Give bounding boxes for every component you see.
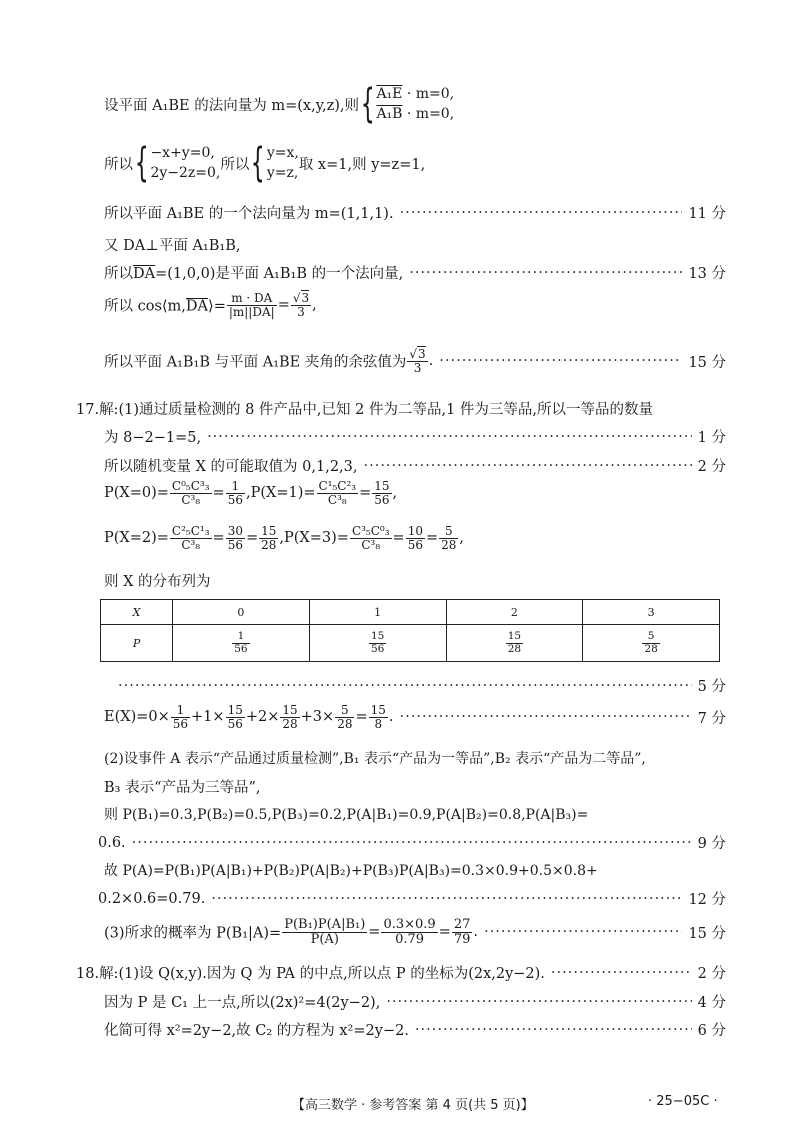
fraction: $\frac{5}{28}$ [441,524,457,552]
expectation-line: E(X)=0× $\frac{1}{56}$ +1× $\frac{15}{56}$ +2× $\frac{15}{28}$ +3× $\frac{5}{28}$ = $\frac{15}{8}$ . ····· 7 分 [104,704,726,730]
table-cell: $\frac{15}{28}$ [446,625,583,662]
page-footer: 【高三数学 · 参考答案 第 4 页(共 5 页)】 [292,1098,534,1113]
probability-line-1: P(X=0)= $\frac{\text{C⁰₅C³₃}}{\text{C³₈}}$ = $\frac{1}{56}$ ,P(X=1)= $\frac{\text{C¹₅C²₃}}{\text{C³₈}}$ = $\frac{15}{56}$ , [104,479,398,507]
score: 5 分 [697,679,726,695]
part2-line-2: B₃ 表示“产品为三等品”, [104,780,261,796]
table-cell: 1 [309,600,446,625]
score: 6 分 [697,1023,726,1039]
fraction: $\frac{15}{56}$ [374,479,390,507]
question-17-intro: 17.解:(1)通过质量检测的 8 件产品中,已知 2 件为二等品,1 件为三等品,所以一等品的数量 [76,402,654,418]
fraction: $\frac{27}{79}$ [453,917,471,947]
answer-line: 所以随机变量 X 的可能取值为 0,1,2,3, ····· 2 分 [104,455,726,476]
score: 2 分 [697,966,726,982]
distribution-table [100,599,720,662]
fraction: $\frac{15}{28}$ [261,524,277,552]
score: 7 分 [697,710,726,727]
cosine-result: 所以平面 A₁B₁B 与平面 A₁BE 夹角的余弦值为 $\frac{√3}{3}$ . ····· 15 分 [104,348,726,374]
da-normal-vector: 所以$\overline{DA}=(1,0,0)$是平面 A₁B₁B 的一个法向量, ····· 13 分 [104,262,726,283]
score: 12 分 [688,892,726,908]
equation-system: A₁E · m=0, A₁B · m=0, [376,86,455,123]
table-score-line [118,675,726,696]
total-probability-line: 故 P(A)=P(B₁)P(A|B₁)+P(B₂)P(A|B₂)+P(B₃)P(A|B₃)=0.3×0.9+0.5×0.8+ [104,863,598,879]
left-brace: { [360,81,375,128]
perpendicular-statement: 又 DA⊥平面 A₁B₁B, [104,238,241,254]
fraction: $\frac{1}{56}$ [172,703,189,731]
fraction: $\frac{10}{56}$ [407,524,423,552]
normal-vector-result: 所以平面 A₁BE 的一个法向量为 m=(1,1,1). ····· 11 分 [104,202,726,223]
normal-vector-setup [104,81,455,128]
table-cell: 0 [173,600,310,625]
table-cell: 3 [583,600,720,625]
fraction: $\frac{√3}{3}$ [409,347,426,375]
fraction: $\frac{15}{56}$ [227,703,243,731]
fraction: $\frac{\text{C⁰₅C³₃}}{\text{C³₈}}$ [171,479,210,507]
question-18-line-3: 化简可得 x²=2y−2,故 C₂ 的方程为 x²=2y−2. ····· 6 分 [104,1019,726,1040]
score: 1 分 [697,430,726,446]
score: 4 分 [697,995,726,1011]
score: 15 分 [688,354,726,371]
fraction: $\frac{15}{8}$ [370,703,386,731]
table-cell: $\frac{15}{56}$ [309,625,446,662]
table-header-row [101,600,720,625]
fraction: $\frac{\text{C¹₅C²₃}}{\text{C³₈}}$ [318,479,357,507]
bayes-line: (3)所求的概率为 P(B₁|A)= $\frac{\text{P(B₁)P(A|B₁)}}{P(A)}$ = $\frac{0.3\times 0.9}{0.79}$ = $\frac{27}{79}$ . ····· 15 分 [104,918,726,946]
question-number: 18. [76,966,100,982]
fraction: $\frac{30}{56}$ [227,524,243,552]
fraction: $\frac{m \cdot DA}{|m||DA|}$ [228,291,275,319]
setup-text: 设平面 A₁BE 的法向量为 m=(x,y,z),则 [104,97,359,114]
probability-line-2: P(X=2)= $\frac{\text{C²₅C¹₃}}{\text{C³₈}}$ = $\frac{30}{56}$ = $\frac{15}{28}$ ,P(X=3)= $\frac{\text{C³₅C⁰₃}}{\text{C³₈}}$ = $\frac{10}{56}$ = $\frac{5}{28}$ , [104,524,465,552]
fraction: $\frac{\text{C³₅C⁰₃}}{\text{C³₈}}$ [351,524,390,552]
score: 13 分 [688,266,726,282]
total-probability-result: 0.2×0.6=0.79. ····· 12 分 [98,888,726,909]
question-18-line-2: 因为 P 是 C₁ 上一点,所以(2x)²=4(2y−2), ····· 4 分 [104,991,726,1012]
fraction: $\frac{√3}{3}$ [292,291,310,319]
score: 9 分 [697,836,726,852]
table-cell: X [101,600,173,625]
fraction: $\frac{\text{P(B₁)P(A|B₁)}}{P(A)}$ [284,917,366,947]
score: 11 分 [688,206,726,222]
question-18-line-1: 18.解:(1)设 Q(x,y).因为 Q 为 PA 的中点,所以点 P 的坐标为(2x,2y−2). ····· 2 分 [76,962,726,983]
left-brace: { [134,140,149,187]
system-solution: 所以{ −x+y=0, 2y−2z=0, 所以{ y=x, y=z, 取 x=1,则 y=z=1, [104,140,426,187]
table-cell: P [101,625,173,662]
table-cell: $\frac{1}{56}$ [173,625,310,662]
table-row [101,625,720,662]
part2-line-3: 则 P(B₁)=0.3,P(B₂)=0.5,P(B₃)=0.2,P(A|B₁)=0.9,P(A|B₂)=0.8,P(A|B₃)= [104,807,589,823]
part2-line-4: 0.6. ····· 9 分 [98,832,726,853]
fraction: $\frac{\text{C²₅C¹₃}}{\text{C³₈}}$ [171,524,210,552]
left-brace: { [251,140,266,187]
score: 2 分 [697,459,726,475]
distribution-title: 则 X 的分布列为 [104,574,211,590]
fraction: $\frac{0.3\times 0.9}{0.79}$ [383,917,436,947]
score: 15 分 [688,925,726,942]
cosine-formula: 所以 $\cos⟨m,\overline{DA}⟩=$ $\frac{m \cdot DA}{|m||DA|}$ = $\frac{√3}{3}$ , [104,291,317,319]
question-number: 17. [76,402,100,418]
document-code: · 25−05C · [648,1094,718,1109]
table-cell: $\frac{5}{28}$ [583,625,720,662]
answer-line: 为 8−2−1=5, ····· 1 分 [104,426,726,447]
fraction: $\frac{15}{28}$ [282,703,298,731]
table-cell: 2 [446,600,583,625]
part2-line-1: (2)设事件 A 表示“产品通过质量检测”,B₁ 表示“产品为一等品”,B₂ 表示“产品为二等品”, [104,751,646,767]
fraction: $\frac{5}{28}$ [337,703,353,731]
fraction: $\frac{1}{56}$ [227,479,243,507]
